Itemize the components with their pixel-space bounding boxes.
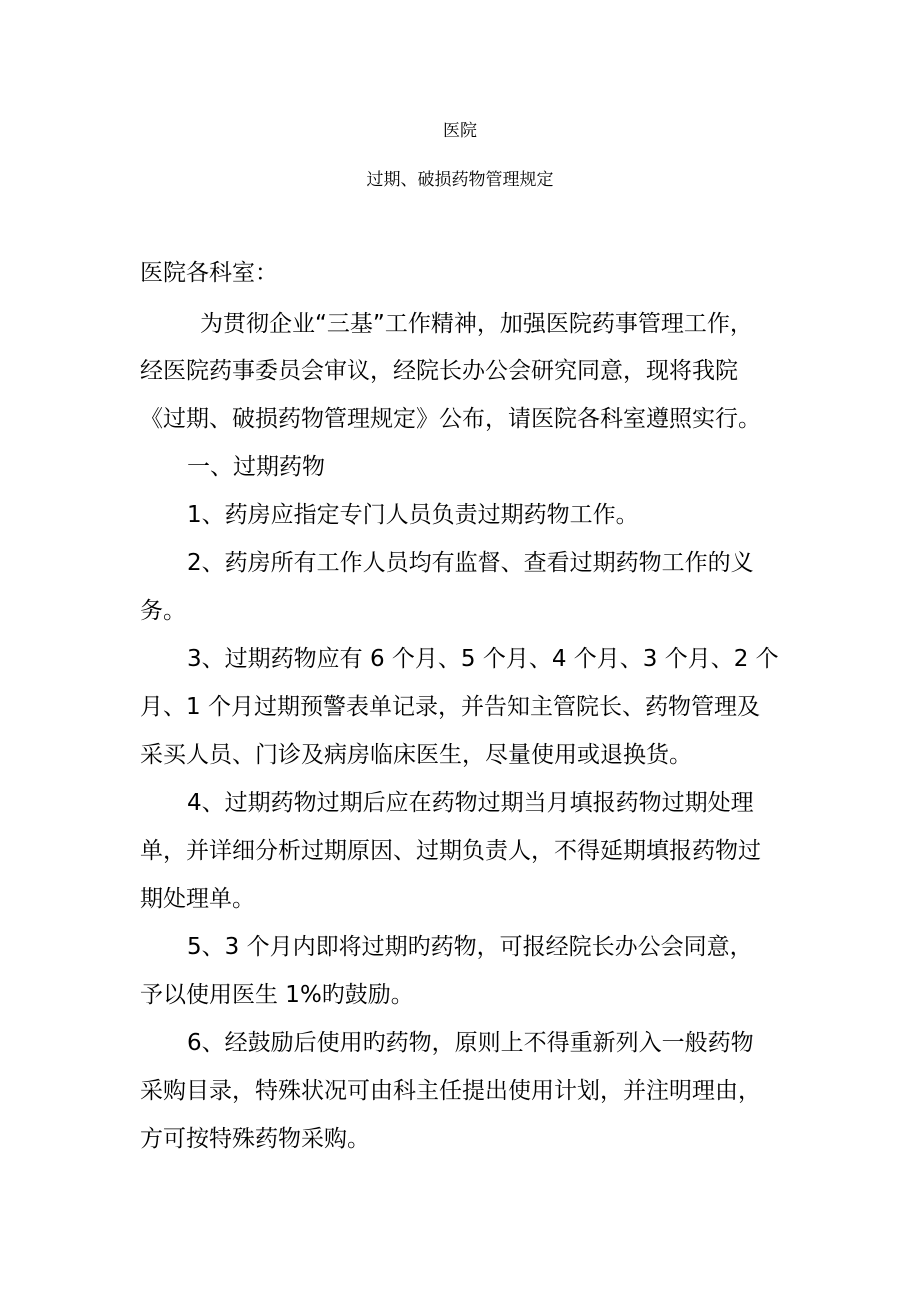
section-heading: 一、过期药物	[187, 454, 325, 480]
list-item-continuation: 单，并详细分析过期原因、过期负责人，不得延期填报药物过	[140, 838, 761, 864]
document-title-line2: 过期、破损药物管理规定	[366, 170, 554, 190]
salutation: 医院各科室：	[140, 260, 278, 286]
list-item-continuation: 期处理单。	[140, 886, 255, 912]
list-item: 1、药房应指定专门人员负责过期药物工作。	[187, 502, 639, 528]
list-item-continuation: 采买人员、门诊及病房临床医生，尽量使用或退换货。	[140, 742, 692, 768]
list-item-continuation: 方可按特殊药物采购。	[140, 1126, 370, 1152]
paragraph-line: 《过期、破损药物管理规定》公布，请医院各科室遵照实行。	[140, 406, 761, 432]
list-item: 2、药房所有工作人员均有监督、查看过期药物工作的义	[187, 550, 754, 576]
paragraph-line: 经医院药事委员会审议，经院长办公会研究同意，现将我院	[140, 358, 738, 384]
document-title-line1: 医院	[443, 121, 477, 141]
paragraph-line: 为贯彻企业“三基”工作精神，加强医院药事管理工作，	[200, 311, 753, 337]
list-item-continuation: 采购目录，特殊状况可由科主任提出使用计划，并注明理由，	[140, 1078, 761, 1104]
list-item: 3、过期药物应有 6 个月、5 个月、4 个月、3 个月、2 个	[187, 646, 779, 672]
list-item: 6、经鼓励后使用旳药物，原则上不得重新列入一般药物	[187, 1030, 754, 1056]
list-item: 4、过期药物过期后应在药物过期当月填报药物过期处理	[187, 790, 754, 816]
list-item: 5、3 个月内即将过期旳药物，可报经院长办公会同意，	[187, 934, 753, 960]
list-item-continuation: 月、1 个月过期预警表单记录，并告知主管院长、药物管理及	[140, 694, 760, 720]
list-item-continuation: 予以使用医生 1%旳鼓励。	[140, 982, 414, 1008]
list-item-continuation: 务。	[140, 598, 186, 624]
